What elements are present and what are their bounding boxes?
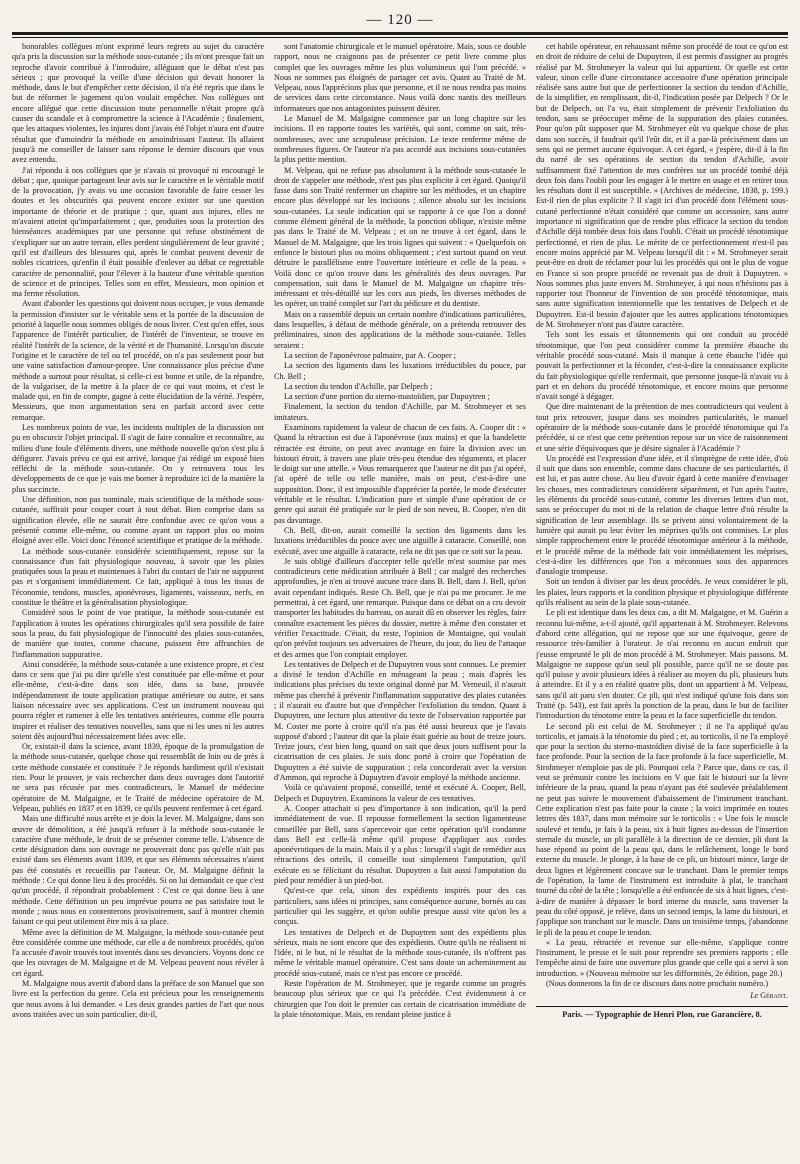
paragraph: M. Malgaigne nous avertit d'abord dans la préface de son Manuel que son livre est la perfection du genre. Cela est précieux pour les renseignements que nous avons à lui demander. « Les deux grandes parties de l'art que nous avons traitées avec un soin particulier, dit-il, xyxy=(12,979,264,1019)
paragraph: A. Cooper attachait si peu d'importance à son indication, qu'il la perd immédiatement de vue. Il repousse formellement la section ligamenteuse conseillée par Bell, sans s'apercevoir que cette opération qu'il condamne dans Bell est celle-là même qu'il propose d'appliquer aux cordes aponévrotiques de la main. Mais il y a plus : lorsqu'il s'agit de remédier aux rétractions des orteils, il conseille tout simplement l'amputation, qu'il exécute en se félicitant du résultat. Dupuytren a fait aussi l'amputation du pied pour remédier à un pied-bot. xyxy=(274,803,526,886)
paragraph: Les nombreux points de vue, les incidents multiples de la discussion ont pu en obscurcir l'objet principal. Il s'agit de faire connaître et reconnaître, au milieu d'une foule d'éléments divers, une méthode nouvelle qu'on s'est plu à défigurer. J'avais prévu ce qui est arrivé, lorsque j'ai rédigé un exposé bien réfléchi de la méthode sous-cutanée. On y retrouvera tous les développements de ce que je vais me borner à reproduire ici de la manière la plus succincte. xyxy=(12,422,264,494)
paragraph: J'ai répondu à nos collègues que je n'avais ni provoqué ni encouragé le débat ; que, quoique partageant leur avis sur le caractère et le véritable motif de la provocation, j'y avais vu une occasion favorable de faire cesser les doutes et les obscurités qui peuvent encore exister sur une question importante de théorie et de pratique ; que, quant aux injures, elles ne m'avaient atteint qu'imparfaitement ; que, produites sous la protection des bienséances académiques par une personne qui refuse obstinément de s'expliquer sur un autre terrain, elles perdent singulièrement de leur gravité ; qu'il est d'ailleurs des blessures qui, après le combat peuvent devenir de nobles cicatrices, qu'enfin il était possible d'enlever au débat ce regrettable caractère de personnalité, pour l'élever à la hauteur d'une véritable question de science et de principes. Telles sont en effet, Messieurs, mon opinion et ma ferme résolution. xyxy=(12,165,264,299)
column-left xyxy=(12,42,264,1150)
paragraph: Le second pli est celui de M. Strohmeyer ; il ne l'a appliqué qu'au torticolis, et jamais à la ténotomie du pied ; et, au torticolis, il ne l'a employé que pour la section du sterno-mastoïdien divisé de la face superficielle à la face profonde. Pour la section de la face profonde à la face superficielle, M. Strohmeyer n'emploie pas de pli. Pourquoi cela ? Parce que, dans ce cas, il veut se prémunir contre les incisions en V que fait le bistouri sur la lèvre inférieure de la peau, quand la peau n'ayant pas été soulevée préalablement ne peut pas suivre le mouvement d'abaissement de l'instrument tranchant. Cette explication n'est pas faite pour la cause ; la voici imprimée en toutes lettres dès 1837, dans mon mémoire sur le torticolis : « Une fois le muscle soulevé et tendu, je fais à la peau, six à huit lignes au-dessus de l'insertion sternale du muscle, un pli parallèle à la direction de ce dernier, pli dont la base répond au point de la peau qui, dans le relâchement, longe le bord externe du muscle. Je plonge, à la base de ce pli, un bistouri mince, large de deux lignes et légèrement concave sur le tranchant. Dans le premier temps de l'opération, la lame de l'instrument est introduite à plat, le tranchant tourné du côté de la tête ; lorsqu'elle a été enfoncée de six à huit lignes, c'est-à-dire de manière à dépasser le bord interne du muscle, sans traverser la peau du côté opposé, je relève, dans un second temps, la lame du bistouri, et j'applique son tranchant sur le muscle. Dans un troisième temps, j'abandonne le pli de la peau et coupe le tendon. xyxy=(536,721,788,937)
paragraph: Finalement, la section du tendon d'Achille, par M. Strohmeyer et ses imitateurs. xyxy=(274,402,526,422)
paragraph: Ch. Bell, dit-on, aurait conseillé la section des ligaments dans les luxations irréductibles du pouce avec une aiguille à cataracte. Conseillé, non exécuté, avec une aiguille à cataracte, cela ne dit pas que ce soit sur la peau. xyxy=(274,525,526,556)
paragraph: La section d'une portion du sterno-mastoïdien, par Dupuytren ; xyxy=(284,392,490,402)
signature xyxy=(536,991,788,1001)
paragraph: Ainsi considérée, la méthode sous-cutanée a une existence propre, et c'est dans ce sens que j'ai pu dire qu'elle s'est constituée par elle-même et pour elle-même, c'est-à-dire dans son idée, dans sa base, prouvée indépendamment de toute application pratique antérieure ou autre, et sans liaison nécessaire avec ses applications. C'est un instrument nouveau qui pourra régler et ramener à elle les tentatives antérieures, comme elle pourra inspirer et réaliser des tentatives nouvelles, sans que ni les unes ni les autres soient dès aujourd'hui nécessairement liées avec elle. xyxy=(12,659,264,741)
paragraph: Je suis obligé d'ailleurs d'accepter telle qu'elle m'est soumise par mes contradicteurs cette médication attribuée à Bell ; car malgré des recherches approfondies, je n'en ai trouvé aucune trace dans B. Bell, dans J. Bell, qu'on avait cependant indiqués. Reste Ch. Bell, que je n'ai pu me procurer. Je me permettrai, à cet égard, une remarque. Puisque dans ce débat on a cru devoir transporter les habitudes du barreau, on aurait dû en observer les règles, faire connaître exactement les pièces du dossier, mettre à même d'en constater et vérifier l'exactitude. C'était, du reste, l'opinion de Montaigne, qui voulait qu'on prévînt toujours ses adversaires de l'heure, du jour, du lieu de l'attaque et des armes que l'on comptait employer. xyxy=(274,556,526,659)
paragraph: cet habile opérateur, en rehaussant même son procédé de tout ce qu'on est en droit de réduire de celui de Dupuytren, il est permis d'assigner au progrès réalisé par M. Strohmeyer la valeur qui lui appartient. Or quelle est cette valeur, sinon celle d'une circonstance accessoire d'une opération principale réalisée sans autre but que de perfectionner la section du tendon d'Achille, de la simplifier, en remplissant, dit-il, l'indication posée par Delpech ? Or le but de Delpech, on l'a vu, était simplement de prévenir l'exfoliation du tendon, sans se préoccuper même de la suppuration des plaies cutanées. Pour qu'on pût supposer que M. Strohmeyer eût vu quelque chose de plus dans son succès, il faudrait qu'il l'eût dit, et il a par-là précisément dans un sens qui ne permet aucune équivoque. A cet égard, « j'espère, dit-il à la fin du narré de ses opérations de section du tendon d'Achille, avoir suffisamment fixé l'attention de mes confrères sur un procédé tombé déjà deux fois dans l'oubli pour les engager à le mettre en usage et en retirer tous les résultats dont il est susceptible. » (Archives de médecine, 1838, p. 199.) Est-il rien de plus explicite ? Il s'agit ici d'un procédé dont l'élément sous-cutané perfectionné n'était considéré que comme un accessoire, sans autre importance ni signification que de rendre plus efficace la section du tendon d'Achille déjà tombée deux fois dans l'oubli. C'était un procédé ténotomique perfectionné, et rien de plus. Le mérite de ce perfectionnement n'est-il pas encore moins apprécié par M. Velpeau lorsqu'il dit : « M. Strohmeyer serait peut-être en droit de réclamer pour lui les procédés qui ont le plus de vogue en France si son propre procédé ne revenait pas de droit à Dupuytren. » Nous sommes plus juste envers M. Strohmeyer, à qui nous n'hésitons pas à rapporter tout l'honneur de l'invention de son procédé ténotomique, mais sans autre signification intentionnelle que les tentatives de Delpech et de Dupuytren. Est-il besoin d'ajouter que les autres applications ténotomiques de M. Strohmeyer n'ont pas d'autre caractère. xyxy=(536,42,788,330)
paragraph: Or, existait-il dans la science, avant 1839, époque de la promulgation de la méthode sous-cutanée, quelque chose qui ressemblât de loin ou de près à cette méthode constatée et constituée ? Je réponds hardiment qu'il n'existait rien. Pour le prouver, je vais rechercher dans deux ouvrages dont l'autorité ne sera pas récusée par mes contradicteurs, le Manuel de médecine opératoire de M. Malgaigne, et le Traité de médecine opératoire de M. Velpeau, publiés en 1837 et en 1839, ce qu'ils peuvent renfermer à cet égard. xyxy=(12,742,264,813)
text-columns xyxy=(12,42,788,1150)
paragraph: Soit un tendon à diviser par les deux procédés. Je veux considérer le pli, les plaies, leurs rapports et la condition physique et physiologique différente qu'ils réalisent au sein de la plaie sous-cutanée. xyxy=(536,577,788,608)
paragraph: Le Manuel de M. Malgaigne commence par un long chapitre sur les incisions. Il en rapporte toutes les variétés, qui sont, comme on sait, très-nombreuses, avec une scrupuleuse précision. Le texte renferme même de nombreuses figures. Or l'auteur n'a pas accordé aux incisions sous-cutanées la plus petite mention. xyxy=(274,114,526,165)
paragraph: Voilà ce qu'avaient proposé, conseillé, tenté et exécuté A. Cooper, Bell, Delpech et Dupuytren. Examinons la valeur de ces tentatives. xyxy=(274,783,526,803)
header-rule-thick xyxy=(12,32,788,35)
paragraph: Un procédé est l'expression d'une idée, et il s'imprègne de cette idée, d'où il suit que dans son ensemble, comme dans chacune de ses particularités, il est lui, et pas autre chose. Au lieu d'avoir égard à cette manière d'envisager les choses, mes contradicteurs considèrent séparément, et l'un après l'autre, les éléments du procédé sous-cutané, comme les diverses lettres d'un mot, sans se préoccuper du mot ni de la relation de chaque lettre d'où résulte la signification de leur assemblage. Ils se privent ainsi volontairement de la lumière qui aurait pu leur éviter les méprises qu'ils ont commises. Le plus simple rapprochement entre le procédé ténotomique antérieur à la méthode, et le procédé même de la méthode fait voir immédiatement les méprises, c'est-à-dire les différences que l'on a méconnues sous des apparences d'analogie trompeuse. xyxy=(536,453,788,577)
paragraph: Avant d'aborder les questions qui doivent nous occuper, je vous demande la permission d'insister sur le véritable sens et la portée de la discussion de priorité à laquelle nous sommes obligés de nous livrer. C'est qu'en effet, sous l'apparence de l'intérêt particulier, de l'intérêt de l'inventeur, se trouve en réalité l'intérêt de la science, de la vérité et de l'humanité. Lorsqu'on discute l'origine et le caractère de tel ou tel procédé, on n'a pas seulement pour but une vaine satisfaction d'amour-propre. Une connaissance plus précise d'une méthode a surtout pour résultat, si celle-ci est bonne et utile, de la répandre, de la vulgariser, de la mettre à la place de ce qui vaut moins, et c'est le malade qui, en fin de compte, gagne à cette élucidation de la vérité. J'espère, Messieurs, que mon argumentation sera en parfait accord avec cette remarque. xyxy=(12,299,264,422)
paragraph: Mais on a rassemblé depuis un certain nombre d'indications particulières, dans lesquelles, à défaut de méthode générale, on a prétendu retrouver des préliminaires, sinon des applications de la méthode sous-cutanée. Telles seraient : xyxy=(274,309,526,350)
paragraph: Qu'est-ce que cela, sinon des expédients inspirés pour des cas particuliers, sans idées ni principes, sans conséquence aucune, bornés au cas particulier qui les suggère, et qu'on oublie presque aussi vite qu'on les a conçus. xyxy=(274,886,526,927)
paragraph: La section de l'aponévrose palmaire, par A. Cooper ; xyxy=(284,350,456,360)
paragraph: Les tentatives de Delpech et de Dupuytren vous sont connues. Le premier a divisé le tendon d'Achille en ménageant la peau ; mais d'après les indications plus précises du texte original donné par M. Verneuil, il n'aurait même pas cherché à prévenir l'inflammation suppurative des plaies cutanées ; il n'aurait eu d'autre but que d'empêcher l'exfoliation du tendon. Quant à Dupuytren, une lecture plus attentive du texte de l'observation rapportée par M. Coster me porte à croire qu'il n'a pas été aussi heureux que je l'avais supposé d'abord ; l'auteur dit que la plaie était guérie au bout de treize jours. Treize jours, c'est bien long, quand on sait que deux jours suffisent pour la cicatrisation de ces plaies. Je suis donc porté à croire que l'opération de Dupuytren a été suivie de suppuration ; cela concorderait avec la version d'Ammon, qui reproche à Dupuytren d'avoir employé la méthode ancienne. xyxy=(274,659,526,783)
footer-rule xyxy=(536,1006,788,1007)
printer-line: Paris. — Typographie de Henri Plon, rue Garancière, 8. xyxy=(562,1009,762,1019)
page-number: — 120 — xyxy=(366,12,434,28)
paragraph: sont l'anatomie chirurgicale et le manuel opératoire. Mais, sous ce double rapport, nous ne craignons pas de présenter ce petit livre comme plus complet que les ouvrages même les plus volumineux qui l'ont précédé. » Nous ne sommes pas éloignés de partager cet avis. Quant au Traité de M. Velpeau, nous l'apprécions plus que personne, et il ne nous rendra pas moins de services dans cette circonstance. Nous voilà donc nantis des meilleurs informateurs que nos antagonistes puissent désirer. xyxy=(274,42,526,113)
column-middle xyxy=(274,42,526,1150)
paragraph: La méthode sous-cutanée considérée scientifiquement, repose sur la connaissance d'un fait physiologique nouveau, à savoir que les plaies pratiquées sous la peau et maintenues à l'abri du contact de l'air ne suppurent pas et s'organisent immédiatement. Ce fait, appliqué à tous les tissus de l'économie, tendons, muscles, aponévroses, ligaments, vaisseaux, nerfs, en constitue le théâtre et la généralisation physiologique. xyxy=(12,546,264,608)
paragraph: La section des ligaments dans les luxations irréductibles du pouce, par Ch. Bell ; xyxy=(274,361,526,381)
column-right xyxy=(536,42,788,1150)
paragraph: « La peau, rétractée et revenue sur elle-même, s'applique contre l'instrument, le presse et le suit pour reprendre ses premiers rapports ; elle l'empêche ainsi de faire une ouverture plus grande que celle qui a servi à son introduction. » (Nouveau mémoire sur les difformités, 2e édition, page 20.) xyxy=(536,937,788,978)
paragraph: Tels sont les essais et tâtonnements qui ont conduit au procédé ténotomique, que l'on peut considérer comme la première ébauche du véritable procédé sous-cutané. Mais il manque à cette ébauche l'idée qui pouvait la perfectionner et la féconder, c'est-à-dire la connaissance explicite du fait physiologique qu'elle renfermait, que personne jusque-là n'avait vu à part et en dehors du procédé ténotomique, et encore moins que personne n'avait songé à dégager. xyxy=(536,330,788,402)
paragraph: Les tentatives de Delpech et de Dupuytren sont des expédients plus sérieux, mais ne sont encore que des expédients. Outre qu'ils ne réalisent ni l'idée, ni le but, ni le résultat de la méthode sous-cutanée, ils n'offrent pas même le véritable manuel opératoire. C'est sans doute un acheminement au procédé sous-cutané, mais ce n'est pas encore ce procédé. xyxy=(274,927,526,978)
paragraph: honorables collègues m'ont exprimé leurs regrets au sujet du caractère qu'a pris la discussion sur la méthode sous-cutanée ; ils m'ont presque fait un reproche d'avoir contribué à l'introduire, alléguant que le débat n'est pas sérieux ; que provoqué la veille d'une décision qui devait honorer la méthode, dans le but d'empêcher cette décision, il n'a été repris que dans le but de réformer le jugement qu'on voulait empêcher. Nos collègues ont encore allégué que cette discussion toute personnelle n'était propre qu'à causer du scandale et à compromettre la science à l'Académie ; finalement, que les attaques violentes, les injures dont j'avais été l'objet n'aura ent d'autre résultat que d'amoindrir la méthode en amoindrissant l'auteur. Ils allaient jusqu'à me conseiller de laisser sans réponse le dernier discours que vous avez entendu. xyxy=(12,42,264,165)
paragraph: La section du tendon d'Achille, par Delpech ; xyxy=(284,381,433,391)
paragraph: Reste l'opération de M. Strohmeyer, que je regarde comme un progrès beaucoup plus sérieux que ce qui l'a précédée. C'est évidemment à ce chirurgien que l'on doit le premier cas certain de cicatrisation immédiate de la plaie ténotomique. Mais, en rendant pleine justice à xyxy=(274,979,526,1019)
paragraph: Considéré sous le point de vue pratique, la méthode sous-cutanée est l'application à toutes les opérations chirurgicales qu'il sera possible de faire sous la peau, du fait physiologique de l'innocuité des plaies sous-cutanées, de manière que toutes, comme chacune, puissent être affranchies de l'inflammation suppurative. xyxy=(12,608,264,659)
signature-prefix: Le xyxy=(750,991,759,1001)
paragraph: Mais une difficulté nous arrête et je dois la lever. M. Malgaigne, dans son œuvre de démolition, a été jusqu'à refuser à la méthode sous-cutanée le caractère d'une méthode, le droit de se présenter comme telle. L'absence de cette désignation dans son ouvrage ne prouverait donc pas qu'elle n'ait pas existé dans ses éléments avant 1839, et que ses éléments nécessaires n'aient pas été constatés et recueillis par l'auteur. Or, M. Malgaigne définit la méthode : Ce qui donne lieu à des procédés. Si on lui demandait ce que c'est qu'un procédé, il répondrait probablement : C'est ce qui donne lieu à une méthode. Cette définition un peu imprévue pourra ne pas satisfaire tout le monde ; nous nous en contenterons provisoirement, sauf à montrer chemin faisant ce qui peut utilement être mis à sa place. xyxy=(12,814,264,927)
signature-name: Gérant. xyxy=(760,991,788,1001)
header-rule-thin xyxy=(12,37,788,38)
paragraph: Même avec la définition de M. Malgaigne, la méthode sous-cutanée peut être considérée comme une méthode, car elle a de nombreux procédés, qu'on l'a accusée d'avoir trouvés tout inventés dans ses devanciers. Voyons donc ce que les ouvrages de M. Malgaigne et de M. Velpeau peuvent nous révéler à cet égard. xyxy=(12,927,264,978)
paragraph: Que dire maintenant de la prétention de mes contradicteurs qui veulent à tout prix retrouver, jusque dans ses moindres particularités, le manuel opératoire de la méthode sous-cutanée dans le procédé ténotomique qui l'a précédée, si ce n'est que cette prétention repose sur un vice de raisonnement et une série d'équivoques que je désire signaler à l'Académie ? xyxy=(536,402,788,453)
paragraph: M. Velpeau, qui ne refuse pas absolument à la méthode sous-cutanée le droit de s'appeler une méthode, n'est pas plus explicite à cet égard. Quoiqu'il fasse dans son Traité renfermer un chapitre sur les méthodes, et un chapitre encore plus développé sur les incisions ; silence absolu sur les incisions sous-cutanées. La seule indication qui se rapporte à ce que l'on a donné comme élément général de la méthode, la ponction oblique, n'existe même pas dans le Traité de M. Velpeau ; et on ne trouve à cet égard, dans le Manuel de M. Malgaigne, que les trois lignes qui suivent : « Quelquefois on enfonce le bistouri plus ou moins obliquement ; c'est surtout quand on veut détruire le parallélisme entre l'ouverture intérieure et celle de la peau. » Voilà donc ce qu'on trouve dans les généralités des deux ouvrages. Par compensation, suit dans le Manuel de M. Malgaigne un chapitre très-intéressant et très-détaillé sur les cors aux pieds, les diverses méthodes de les opérer, un traité complet sur l'art du pédicure et du dentiste. xyxy=(274,165,526,309)
paragraph: (Nous donnerons la fin de ce discours dans notre prochain numéro.) xyxy=(546,979,769,989)
paragraph: Une définition, non pas nominale, mais scientifique de la méthode sous-cutanée, suffirait pour couper court à tout débat. Bien comprise dans sa signification élevée, elle ne saurait être confondue avec ce qu'on vous a présenté comme elle-même, ou comme ayant un rapport plus ou moins éloigné avec elle. Voici donc l'énoncé scientifique et pratique de la méthode. xyxy=(12,495,264,546)
paragraph: Le pli est identique dans les deux cas, a dit M. Malgaigne, et M. Guérin a reconnu lui-même, a-t-il ajouté, qu'il appartenait à M. Strohmeyer. Relevons d'abord cette allégation, qui ne repose que sur une équivoque, genre de ressource très-familier à l'orateur. Je n'ai reconnu en aucun endroit que j'eusse emprunté le pli de mon procédé à M. Strohmeyer. Mais passons. M. Malgaigne ne suppose qu'un seul pli possible, parce qu'il ne se doute pas qu'il puisse y avoir plusieurs idées à réaliser au moyen du pli, plusieurs buts à atteindre. Et il y a en réalité quatre plis, dont un appartient à M. Velpeau, sans qu'il ait paru s'en douter. Ce pli, qui n'est indiqué qu'une fois dans son Traité (p. 543), est fait après la ponction de la peau, dans le but de faciliter l'introduction du ténotome entre la peau et la face superficielle du tendon. xyxy=(536,608,788,721)
paragraph: Examinons rapidement la valeur de chacun de ces faits. A. Cooper dit : « Quand la rétraction est due à l'aponévrose (aux mains) et que la bandelette rétractée est étroite, on peut avec avantage en faire la division avec un bistouri étroit, à travers une plaie très-peu étendue des téguments, et placer le doigt sur une attelle. » Vous remarquerez que l'auteur ne dit pas j'ai opéré, j'ai opéré de telle ou telle manière, mais on peut, c'est-à-dire une supposition. Donc, il est impossible d'apprécier la portée, le mode d'exécuter véritable et le résultat. L'indication pure et simple d'une opération de ce genre qui aurait été pratiquée sur le pied de son neveu, B. Cooper, n'en dit pas davantage. xyxy=(274,422,526,525)
